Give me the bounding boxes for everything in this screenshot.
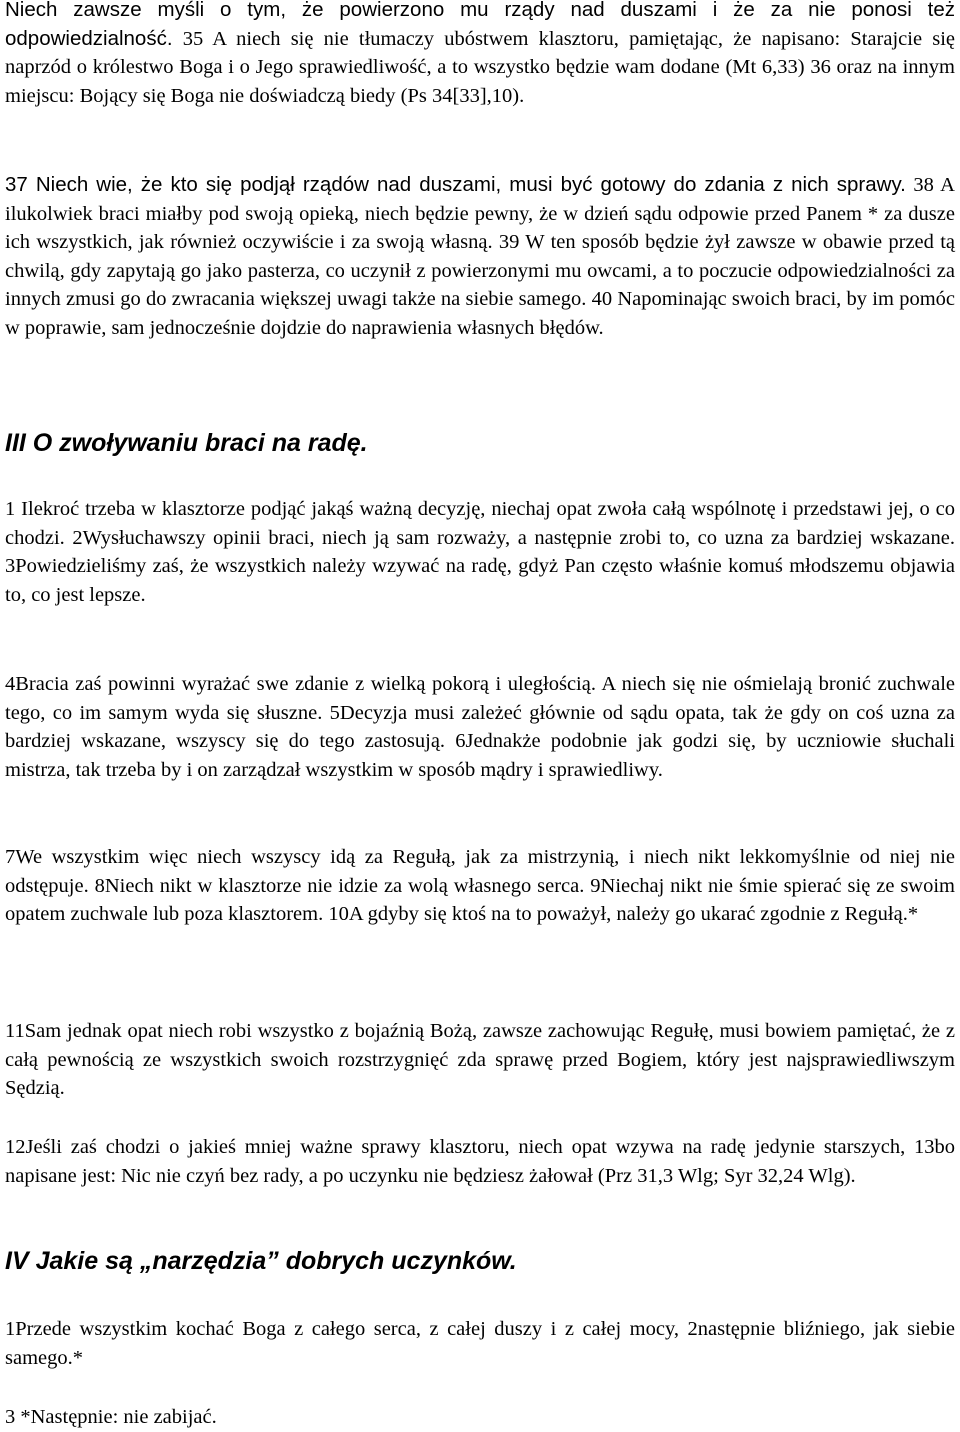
text-segment: 38 A ilukolwiek braci miałby pod swoją opieką, niech będzie pewny, że w dzień sądu odpowie przed Panem * za dusze ich wszystkich, jak również oczywiście i za swoją własną. 39 W ten sposób będzie żył zawsze w obawie przed tą chwilą, gdy zapytają go jako pasterza, co uczynił z powierzonymi mu owcami, a to poczucie odpowiedzialności za innych zmusi go do zwracania większej uwagi także na siebie samego. 40 Napominając swoich braci, by im pomóc w poprawie, sam jednocześnie dojdzie do naprawienia własnych błędów. <box>5 174 955 339</box>
paragraph-accountability <box>5 171 955 342</box>
text-segment: 35 A niech się nie tłumaczy ubóstwem klasztoru, pamiętając, że napisano: Starajcie się naprzód o królestwo Boga i o Jego sprawiedliwość, a to wszystko będzie wam dodane (Mt 6,33) 36 oraz na innym miejscu: Bojący się Boga nie doświadczą biedy (Ps 34[33],10). <box>5 27 955 107</box>
text-segment: Niech zawsze myśli o tym, że powierzono mu rządy nad duszami i że za nie ponosi też odpowiedzialność. <box>5 0 955 50</box>
paragraph-council: 1 Ilekroć trzeba w klasztorze podjąć jakąś ważną decyzję, niechaj opat zwoła całą wspólnotę i przedstawi jej, o co chodzi. 2Wysłuchawszy opinii braci, niech ją sam rozważy, a następnie zrobi to, co uzna za bardziej wskazane. 3Powiedzieliśmy zaś, że wszystkich należy wzywać na radę, gdyż Pan często właśnie komuś młodszemu objawia to, co jest lepsze. <box>5 498 955 606</box>
paragraph-love-god: 1Przede wszystkim kochać Boga z całego serca, z całej duszy i z całej mocy, 2następnie bliźniego, jak siebie samego.* <box>5 1318 955 1369</box>
paragraph-fear-of-god: 11Sam jednak opat niech robi wszystko z bojaźnią Bożą, zawsze zachowując Regułę, musi bowiem pamiętać, że z całą pewnością ze wszystkich swoich rozstrzygnięć zda sprawę przed Bogiem, który jest najsprawiedliwszym Sędzią. <box>5 1020 955 1099</box>
paragraph-elders: 12Jeśli zaś chodzi o jakieś mniej ważne sprawy klasztoru, niech opat wzywa na radę jedynie starszych, 13bo napisane jest: Nic nie czyń bez rady, a po uczynku nie będziesz żałował (Prz 31,3 Wlg; Syr 32,24 Wlg). <box>5 1136 955 1187</box>
section-heading-iv: IV Jakie są „narzędzia” dobrych uczynków. <box>5 1247 517 1275</box>
section-heading-iii: III O zwoływaniu braci na radę. <box>5 429 368 457</box>
paragraph-do-not-kill: 3 *Następnie: nie zabijać. <box>5 1406 217 1428</box>
paragraph-abbot-responsibility <box>5 0 955 110</box>
paragraph-humility: 4Bracia zaś powinni wyrażać swe zdanie z wielką pokorą i uległością. A niech się nie ośmielają bronić zuchwale tego, co im samym wyda się słuszne. 5Decyzja musi zależeć głównie od sądu opata, tak że gdy on coś uzna za bardziej wskazane, wszyscy się do tego zastosują. 6Jednakże podobnie jak godzi się, by uczniowie słuchali mistrza, tak trzeba by i on zarządzał wszystkim w sposób mądry i sprawiedliwy. <box>5 673 955 781</box>
text-segment: 37 Niech wie, że kto się podjął rządów nad duszami, musi być gotowy do zdania z nich sprawy. <box>5 173 906 196</box>
paragraph-rule: 7We wszystkim więc niech wszyscy idą za Regułą, jak za mistrzynią, i niech nikt lekkomyślnie od niej nie odstępuje. 8Niech nikt w klasztorze nie idzie za wolą własnego serca. 9Niechaj nikt nie śmie spierać się ze swoim opatem zuchwale lub poza klasztorem. 10A gdyby się ktoś na to poważył, należy go ukarać zgodnie z Regułą.* <box>5 846 955 925</box>
